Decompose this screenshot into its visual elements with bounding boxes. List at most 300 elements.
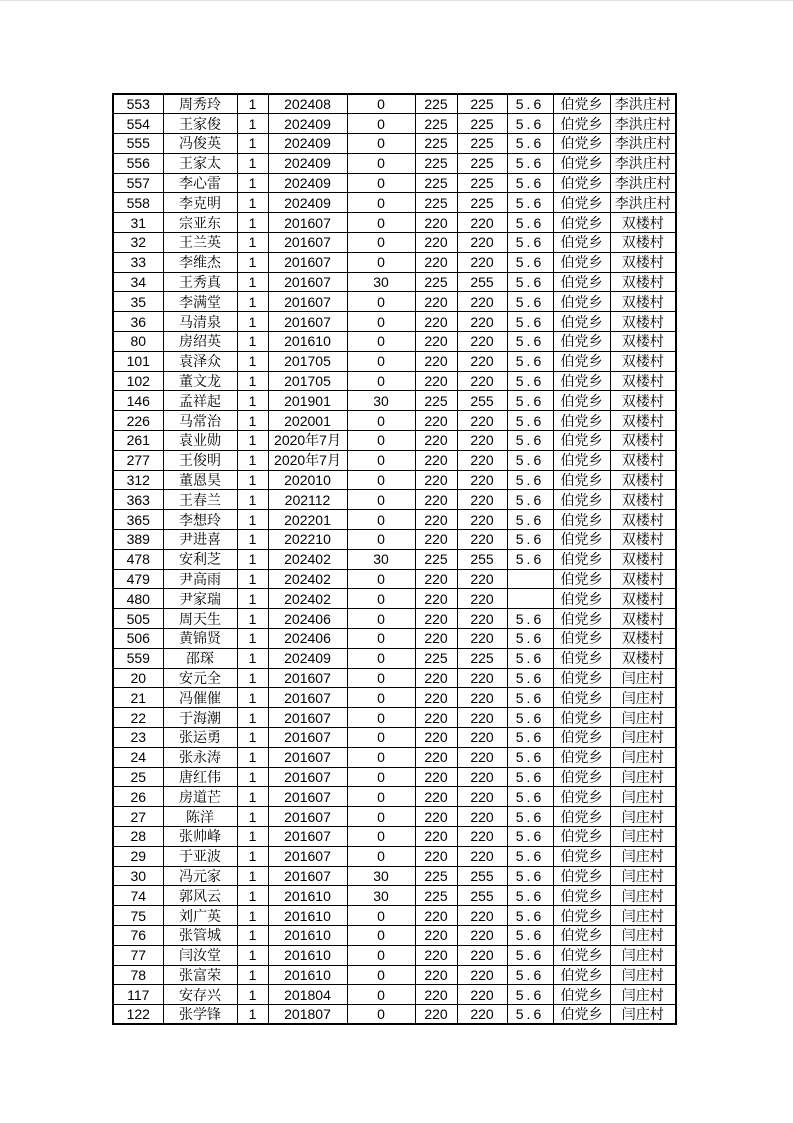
cell-adjust: 0 [347,431,415,451]
cell-date: 202409 [268,153,347,173]
cell-base: 225 [415,153,457,173]
cell-base: 225 [415,134,457,154]
table-row [113,629,676,649]
cell-village: 双楼村 [610,391,676,411]
cell-name: 周天生 [163,609,237,629]
cell-base: 220 [415,728,457,748]
cell-adjust: 30 [347,886,415,906]
table-row [113,866,676,886]
cell-rate: 5.6 [507,490,553,510]
cell-count: 1 [237,431,268,451]
cell-name: 张永涛 [163,747,237,767]
cell-date: 201610 [268,886,347,906]
cell-seq: 36 [113,312,163,332]
cell-rate: 5.6 [507,391,553,411]
cell-date: 201607 [268,807,347,827]
cell-total: 220 [457,332,507,352]
cell-date: 201607 [268,708,347,728]
cell-count: 1 [237,549,268,569]
cell-total: 220 [457,569,507,589]
cell-adjust: 0 [347,826,415,846]
cell-seq: 478 [113,549,163,569]
table-row [113,233,676,253]
cell-base: 220 [415,609,457,629]
cell-count: 1 [237,767,268,787]
cell-date: 201607 [268,688,347,708]
cell-rate: 5.6 [507,807,553,827]
cell-village: 闫庄村 [610,985,676,1005]
cell-date: 201607 [268,747,347,767]
cell-total: 225 [457,193,507,213]
cell-seq: 558 [113,193,163,213]
cell-base: 225 [415,173,457,193]
cell-count: 1 [237,371,268,391]
cell-name: 李维杰 [163,252,237,272]
cell-base: 220 [415,906,457,926]
cell-township: 伯党乡 [553,530,610,550]
cell-name: 于海潮 [163,708,237,728]
cell-count: 1 [237,1005,268,1025]
cell-total: 225 [457,648,507,668]
cell-township: 伯党乡 [553,272,610,292]
cell-total: 220 [457,351,507,371]
cell-adjust: 0 [347,411,415,431]
cell-base: 220 [415,233,457,253]
cell-township: 伯党乡 [553,826,610,846]
cell-count: 1 [237,747,268,767]
cell-township: 伯党乡 [553,965,610,985]
cell-base: 220 [415,450,457,470]
table-row [113,94,676,114]
cell-base: 220 [415,629,457,649]
cell-rate: 5.6 [507,846,553,866]
cell-adjust: 0 [347,490,415,510]
cell-adjust: 0 [347,470,415,490]
cell-date: 201610 [268,332,347,352]
cell-count: 1 [237,391,268,411]
table-row [113,213,676,233]
cell-name: 陈洋 [163,807,237,827]
cell-total: 220 [457,945,507,965]
cell-name: 张帅峰 [163,826,237,846]
cell-total: 220 [457,925,507,945]
cell-seq: 32 [113,233,163,253]
cell-total: 225 [457,153,507,173]
table-row [113,549,676,569]
cell-name: 李满堂 [163,292,237,312]
cell-adjust: 0 [347,193,415,213]
cell-township: 伯党乡 [553,114,610,134]
table-row [113,767,676,787]
cell-base: 225 [415,648,457,668]
cell-base: 220 [415,985,457,1005]
cell-total: 220 [457,609,507,629]
cell-adjust: 0 [347,233,415,253]
table-row [113,272,676,292]
cell-village: 双楼村 [610,272,676,292]
cell-rate: 5.6 [507,728,553,748]
cell-total: 220 [457,510,507,530]
cell-count: 1 [237,312,268,332]
cell-village: 双楼村 [610,213,676,233]
cell-adjust: 0 [347,807,415,827]
cell-adjust: 0 [347,985,415,1005]
cell-date: 202409 [268,173,347,193]
cell-name: 李心雷 [163,173,237,193]
cell-township: 伯党乡 [553,332,610,352]
cell-seq: 557 [113,173,163,193]
cell-count: 1 [237,886,268,906]
cell-township: 伯党乡 [553,688,610,708]
cell-date: 201807 [268,1005,347,1025]
cell-village: 闫庄村 [610,945,676,965]
cell-adjust: 0 [347,351,415,371]
cell-base: 220 [415,965,457,985]
cell-date: 201705 [268,351,347,371]
cell-base: 220 [415,945,457,965]
table-row [113,252,676,272]
cell-seq: 505 [113,609,163,629]
cell-rate: 5.6 [507,925,553,945]
cell-rate: 5.6 [507,292,553,312]
cell-name: 周秀玲 [163,94,237,114]
cell-rate: 5.6 [507,549,553,569]
cell-township: 伯党乡 [553,589,610,609]
cell-total: 220 [457,431,507,451]
table-row [113,807,676,827]
cell-township: 伯党乡 [553,668,610,688]
cell-seq: 78 [113,965,163,985]
cell-count: 1 [237,114,268,134]
cell-rate: 5.6 [507,173,553,193]
cell-township: 伯党乡 [553,807,610,827]
cell-village: 双楼村 [610,510,676,530]
cell-seq: 146 [113,391,163,411]
cell-date: 201607 [268,292,347,312]
cell-rate: 5.6 [507,450,553,470]
cell-name: 马清泉 [163,312,237,332]
cell-name: 李克明 [163,193,237,213]
cell-seq: 555 [113,134,163,154]
cell-count: 1 [237,589,268,609]
cell-base: 225 [415,193,457,213]
cell-date: 201607 [268,728,347,748]
cell-village: 闫庄村 [610,708,676,728]
cell-base: 220 [415,569,457,589]
cell-date: 202210 [268,530,347,550]
cell-township: 伯党乡 [553,747,610,767]
cell-village: 双楼村 [610,332,676,352]
cell-date: 202402 [268,549,347,569]
cell-base: 220 [415,807,457,827]
cell-name: 刘广英 [163,906,237,926]
cell-rate [507,589,553,609]
cell-adjust: 0 [347,589,415,609]
table-row [113,787,676,807]
cell-base: 220 [415,371,457,391]
cell-total: 255 [457,391,507,411]
cell-count: 1 [237,945,268,965]
cell-township: 伯党乡 [553,728,610,748]
cell-village: 双楼村 [610,233,676,253]
cell-adjust: 0 [347,965,415,985]
cell-village: 李洪庄村 [610,94,676,114]
cell-adjust: 0 [347,173,415,193]
cell-name: 张富荣 [163,965,237,985]
cell-total: 220 [457,292,507,312]
cell-seq: 480 [113,589,163,609]
cell-rate: 5.6 [507,233,553,253]
cell-name: 袁泽众 [163,351,237,371]
table-row [113,965,676,985]
cell-seq: 554 [113,114,163,134]
table-row [113,826,676,846]
cell-total: 220 [457,589,507,609]
cell-township: 伯党乡 [553,490,610,510]
cell-rate: 5.6 [507,787,553,807]
cell-count: 1 [237,134,268,154]
cell-village: 闫庄村 [610,925,676,945]
cell-count: 1 [237,569,268,589]
table-row [113,173,676,193]
table-row [113,391,676,411]
cell-village: 双楼村 [610,351,676,371]
cell-total: 220 [457,688,507,708]
cell-township: 伯党乡 [553,787,610,807]
cell-base: 220 [415,787,457,807]
cell-rate: 5.6 [507,648,553,668]
table-row [113,134,676,154]
cell-seq: 80 [113,332,163,352]
cell-township: 伯党乡 [553,94,610,114]
cell-adjust: 0 [347,728,415,748]
cell-date: 202409 [268,114,347,134]
cell-township: 伯党乡 [553,371,610,391]
table-row [113,193,676,213]
cell-rate: 5.6 [507,1005,553,1025]
cell-seq: 31 [113,213,163,233]
cell-base: 225 [415,549,457,569]
cell-seq: 35 [113,292,163,312]
cell-township: 伯党乡 [553,866,610,886]
table-row [113,648,676,668]
cell-adjust: 0 [347,906,415,926]
cell-total: 220 [457,312,507,332]
cell-count: 1 [237,94,268,114]
cell-date: 201610 [268,906,347,926]
cell-total: 220 [457,807,507,827]
cell-village: 闫庄村 [610,728,676,748]
cell-rate: 5.6 [507,906,553,926]
cell-adjust: 0 [347,708,415,728]
cell-township: 伯党乡 [553,233,610,253]
cell-adjust: 0 [347,371,415,391]
cell-seq: 22 [113,708,163,728]
cell-base: 220 [415,411,457,431]
cell-adjust: 0 [347,510,415,530]
cell-date: 201607 [268,826,347,846]
benefit-roster-table [112,93,677,1025]
cell-rate: 5.6 [507,985,553,1005]
table-row [113,846,676,866]
cell-adjust: 0 [347,114,415,134]
cell-name: 王家太 [163,153,237,173]
cell-count: 1 [237,411,268,431]
cell-seq: 553 [113,94,163,114]
cell-seq: 30 [113,866,163,886]
cell-total: 225 [457,173,507,193]
cell-seq: 363 [113,490,163,510]
cell-total: 220 [457,490,507,510]
cell-township: 伯党乡 [553,510,610,530]
cell-base: 225 [415,114,457,134]
cell-count: 1 [237,272,268,292]
cell-date: 201607 [268,846,347,866]
cell-village: 闫庄村 [610,807,676,827]
cell-base: 225 [415,391,457,411]
cell-total: 220 [457,767,507,787]
cell-date: 201607 [268,866,347,886]
cell-base: 220 [415,292,457,312]
cell-base: 225 [415,94,457,114]
cell-seq: 77 [113,945,163,965]
cell-total: 220 [457,233,507,253]
cell-village: 双楼村 [610,490,676,510]
cell-township: 伯党乡 [553,292,610,312]
cell-date: 2020年7月 [268,450,347,470]
cell-total: 255 [457,886,507,906]
cell-count: 1 [237,985,268,1005]
cell-village: 双楼村 [610,549,676,569]
cell-total: 220 [457,1005,507,1025]
cell-seq: 23 [113,728,163,748]
cell-village: 李洪庄村 [610,134,676,154]
cell-date: 201607 [268,767,347,787]
table-row [113,945,676,965]
cell-total: 255 [457,866,507,886]
cell-total: 220 [457,985,507,1005]
cell-rate: 5.6 [507,530,553,550]
cell-village: 双楼村 [610,371,676,391]
cell-total: 220 [457,668,507,688]
cell-rate: 5.6 [507,886,553,906]
cell-base: 220 [415,589,457,609]
cell-rate: 5.6 [507,826,553,846]
table-row [113,688,676,708]
table-row [113,569,676,589]
cell-count: 1 [237,213,268,233]
cell-adjust: 0 [347,312,415,332]
cell-seq: 312 [113,470,163,490]
cell-seq: 34 [113,272,163,292]
cell-base: 220 [415,767,457,787]
cell-township: 伯党乡 [553,1005,610,1025]
cell-adjust: 30 [347,549,415,569]
cell-village: 双楼村 [610,470,676,490]
cell-seq: 20 [113,668,163,688]
cell-date: 201901 [268,391,347,411]
cell-name: 王春兰 [163,490,237,510]
cell-date: 202001 [268,411,347,431]
cell-total: 220 [457,906,507,926]
cell-base: 220 [415,252,457,272]
cell-date: 201607 [268,272,347,292]
cell-village: 李洪庄村 [610,173,676,193]
cell-total: 225 [457,114,507,134]
cell-base: 220 [415,213,457,233]
cell-seq: 122 [113,1005,163,1025]
table-row [113,708,676,728]
cell-adjust: 0 [347,609,415,629]
cell-adjust: 0 [347,1005,415,1025]
cell-date: 201607 [268,668,347,688]
cell-date: 201804 [268,985,347,1005]
cell-base: 220 [415,708,457,728]
cell-base: 220 [415,490,457,510]
cell-base: 225 [415,272,457,292]
table-row [113,728,676,748]
cell-name: 冯元家 [163,866,237,886]
cell-rate: 5.6 [507,747,553,767]
cell-base: 220 [415,747,457,767]
cell-adjust: 0 [347,668,415,688]
cell-village: 双楼村 [610,569,676,589]
cell-date: 202201 [268,510,347,530]
table-row [113,431,676,451]
cell-name: 袁业勋 [163,431,237,451]
cell-township: 伯党乡 [553,312,610,332]
cell-date: 201705 [268,371,347,391]
cell-village: 双楼村 [610,252,676,272]
cell-rate: 5.6 [507,312,553,332]
cell-date: 202409 [268,648,347,668]
cell-date: 202406 [268,629,347,649]
table-row [113,371,676,391]
cell-seq: 365 [113,510,163,530]
cell-township: 伯党乡 [553,629,610,649]
cell-base: 220 [415,826,457,846]
cell-count: 1 [237,193,268,213]
cell-total: 225 [457,94,507,114]
cell-name: 张学锋 [163,1005,237,1025]
cell-township: 伯党乡 [553,609,610,629]
cell-count: 1 [237,510,268,530]
cell-village: 闫庄村 [610,826,676,846]
cell-township: 伯党乡 [553,431,610,451]
cell-count: 1 [237,153,268,173]
table-row [113,351,676,371]
cell-name: 马常治 [163,411,237,431]
cell-date: 202406 [268,609,347,629]
cell-township: 伯党乡 [553,470,610,490]
cell-rate: 5.6 [507,153,553,173]
cell-adjust: 30 [347,866,415,886]
cell-township: 伯党乡 [553,549,610,569]
cell-name: 王兰英 [163,233,237,253]
cell-rate: 5.6 [507,668,553,688]
cell-name: 安存兴 [163,985,237,1005]
cell-name: 李想玲 [163,510,237,530]
cell-rate: 5.6 [507,272,553,292]
cell-date: 202402 [268,589,347,609]
cell-rate: 5.6 [507,351,553,371]
cell-adjust: 0 [347,925,415,945]
cell-name: 王俊明 [163,450,237,470]
cell-seq: 75 [113,906,163,926]
cell-rate: 5.6 [507,708,553,728]
cell-rate: 5.6 [507,510,553,530]
cell-base: 220 [415,530,457,550]
